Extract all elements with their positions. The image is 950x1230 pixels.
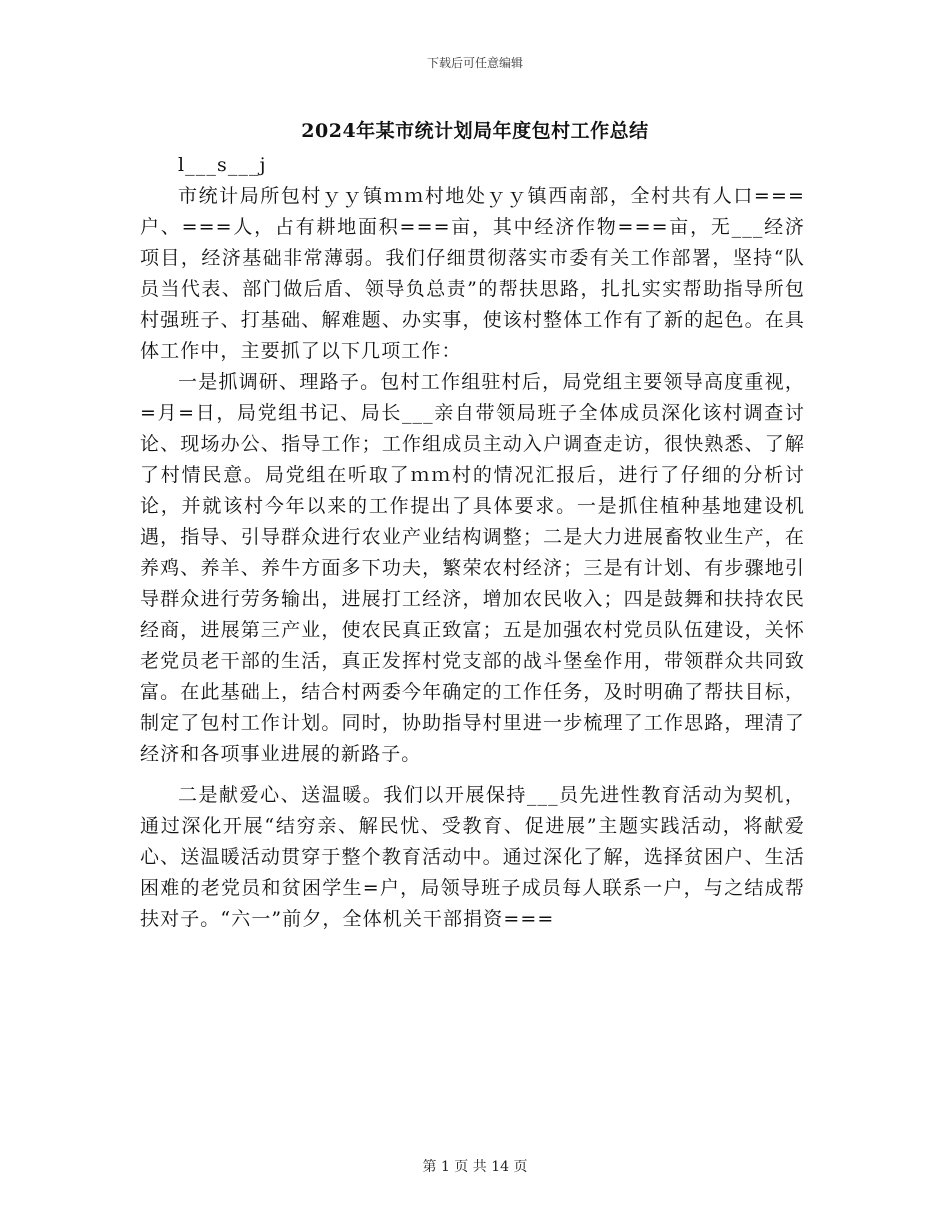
header-note: 下载后可任意编辑 <box>426 56 523 70</box>
page-footer: 第 1 页 共 14 页 <box>422 1159 528 1175</box>
document-title: 2024年某市统计划局年度包村工作总结 <box>301 120 649 142</box>
paragraph-intro: 市统计局所包村ｙｙ镇ｍｍ村地处ｙｙ镇西南部，全村共有人口===户、===人，占有耕地面积===亩，其中经济作物===亩，无___经济项目，经济基础非常薄弱。我们仔细贯彻落实市委有关工作部署，坚持“队员当代表、部门做后盾、领导负总责”的帮扶思路，扎扎实实帮助指导所包村强班子、打基础、解难题、办实事，使该村整体工作有了新的起色。在具体工作中，主要抓了以下几项工作： <box>140 185 805 362</box>
paragraph-care: 二是献爱心、送温暖。我们以开展保持___员先进性教育活动为契机，通过深化开展“结穷亲、解民忧、受教育、促进展”主题实践活动，将献爱心、送温暖活动贯穿于整个教育活动中。通过深化了解，选择贫困户、生活困难的老党员和贫困学生=户，局领导班子成员每人联系一户，与之结成帮扶对子。“六一”前夕，全体机关干部捐资=== <box>140 784 805 930</box>
document-body <box>140 150 805 935</box>
paragraph-research: 一是抓调研、理路子。包村工作组驻村后，局党组主要领导高度重视，=月=日，局党组书记、局长___亲自带领局班子全体成员深化该村调查讨论、现场办公、指导工作；工作组成员主动入户调查走访，很快熟悉、了解了村情民意。局党组在听取了ｍｍ村的情况汇报后，进行了仔细的分析讨论，并就该村今年以来的工作提出了具体要求。一是抓住植种基地建设机遇，指导、引导群众进行农业产业结构调整；二是大力进展畜牧业生产，在养鸡、养羊、养牛方面多下功夫，繁荣农村经济；三是有计划、有步骤地引导群众进行劳务输出，进展打工经济，增加农民收入；四是鼓舞和扶持农民经商，进展第三产业，使农民真正致富；五是加强农村党员队伍建设，关怀老党员老干部的生活，真正发挥村党支部的战斗堡垒作用，带领群众共同致富。在此基础上，结合村两委今年确定的工作任务，及时明确了帮扶目标，制定了包村工作计划。同时，协助指导村里进一步梳理了工作思路，理清了经济和各项事业进展的新路子。 <box>140 371 805 765</box>
paragraph-code: l___s___j <box>178 154 267 176</box>
